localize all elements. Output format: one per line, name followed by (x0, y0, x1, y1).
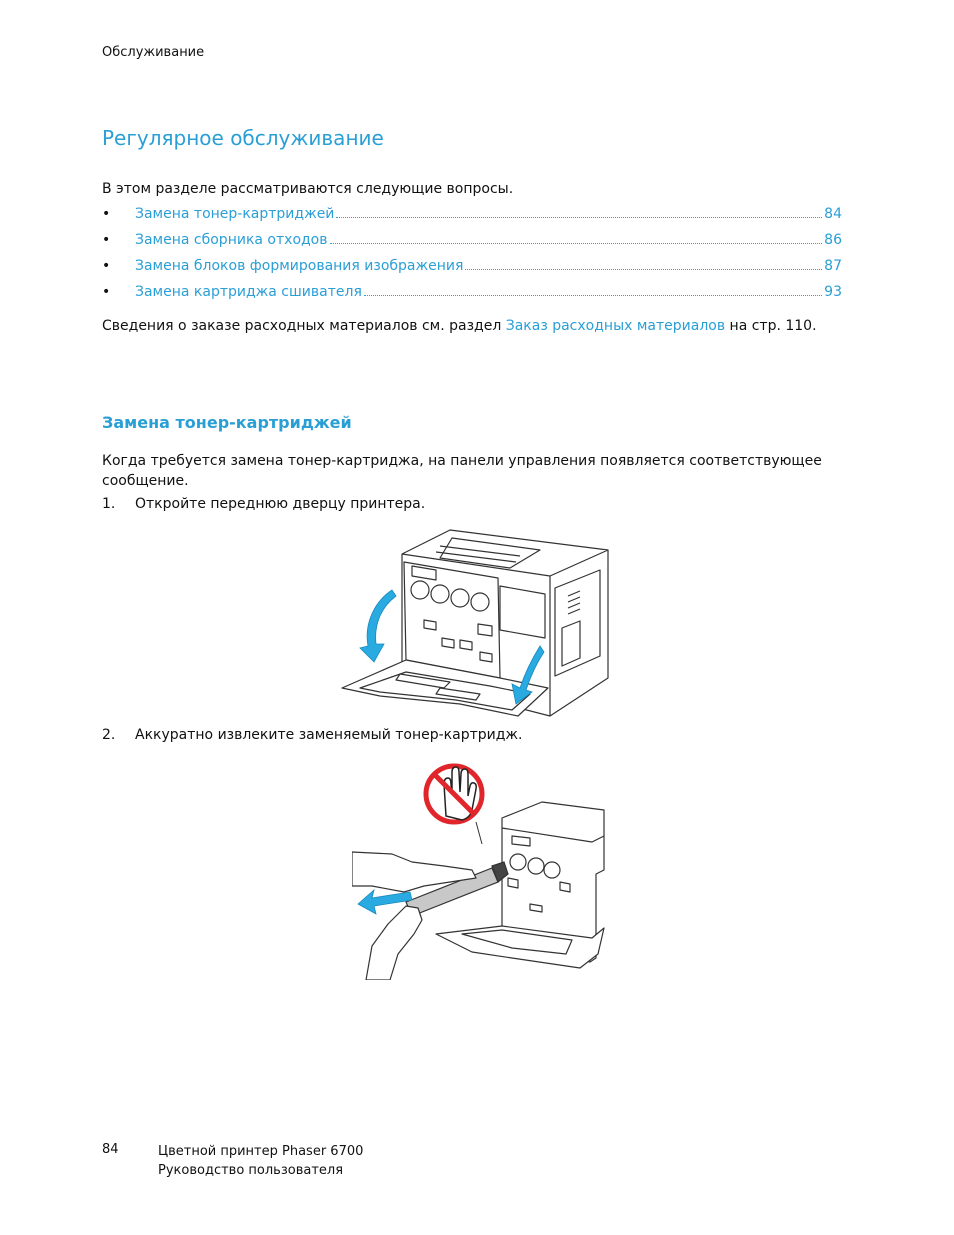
footer-guide: Руководство пользователя (158, 1163, 344, 1178)
toc-leader (465, 269, 822, 270)
step-text: Аккуратно извлеките заменяемый тонер-картридж. (135, 727, 523, 743)
toc-item (102, 232, 842, 258)
toc-list (102, 206, 842, 310)
bullet: • (102, 206, 111, 222)
step-1 (102, 496, 425, 512)
toc-link-toner[interactable] (135, 206, 842, 222)
bullet: • (102, 284, 111, 300)
section-paragraph: Когда требуется замена тонер-картриджа, на панели управления появляется соответствующее сообщение. (102, 453, 822, 489)
toc-item (102, 258, 842, 284)
toc-page: 86 (824, 232, 842, 248)
page-title: Регулярное обслуживание (102, 126, 384, 150)
running-header: Обслуживание (102, 45, 205, 60)
toc-link-imaging[interactable] (135, 258, 842, 274)
remove-toner-illustration (352, 758, 608, 980)
bullet: • (102, 232, 111, 248)
toc-leader (330, 243, 823, 244)
printer-door-open-illustration (340, 528, 615, 720)
supplies-reference (102, 318, 817, 334)
step-number: 2. (102, 727, 116, 743)
toc-link-stapler[interactable] (135, 284, 842, 300)
supplies-link[interactable]: Заказ расходных материалов (505, 318, 726, 334)
toc-label: Замена блоков формирования изображения (135, 258, 464, 274)
toc-link-waste[interactable] (135, 232, 842, 248)
toc-item (102, 206, 842, 232)
footer-page-number: 84 (102, 1142, 119, 1157)
no-touch-icon (426, 766, 482, 844)
intro-text: В этом разделе рассматриваются следующие вопросы. (102, 181, 514, 197)
toc-label: Замена картриджа сшивателя (135, 284, 362, 300)
section-title: Замена тонер-картриджей (102, 413, 352, 432)
toc-label: Замена тонер-картриджей (135, 206, 335, 222)
step-2 (102, 727, 522, 743)
toc-label: Замена сборника отходов (135, 232, 328, 248)
ref-text-after: на стр. 110. (725, 318, 817, 334)
footer-text (158, 1142, 363, 1180)
toc-page: 84 (824, 206, 842, 222)
ref-text-before: Сведения о заказе расходных материалов см. раздел (102, 318, 506, 334)
step-number: 1. (102, 496, 116, 512)
footer-product: Цветной принтер Phaser 6700 (158, 1144, 364, 1159)
toc-page: 93 (824, 284, 842, 300)
bullet: • (102, 258, 111, 274)
step-text: Откройте переднюю дверцу принтера. (135, 496, 426, 512)
toc-leader (364, 295, 822, 296)
toc-page: 87 (824, 258, 842, 274)
toc-leader (336, 217, 822, 218)
toc-item (102, 284, 842, 310)
